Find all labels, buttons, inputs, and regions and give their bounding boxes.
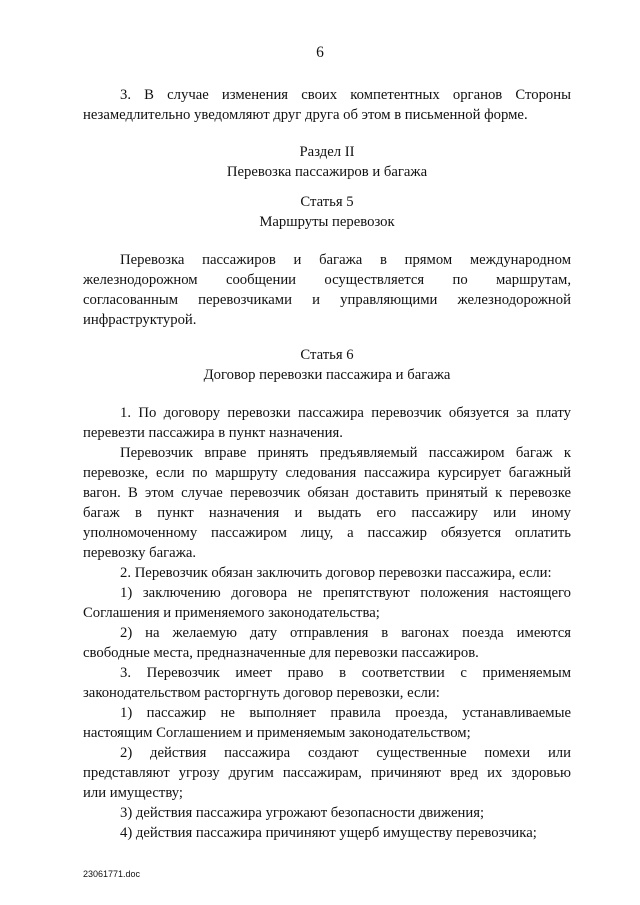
article-6-title: Договор перевозки пассажира и багажа (203, 367, 451, 383)
text-line: перевозке, если по маршруту следования пассажира курсирует багажный (83, 465, 571, 481)
text-line: свободные места, предназначенные для перевозки пассажиров. (83, 645, 479, 661)
article-5-label: Статья 5 (300, 194, 354, 210)
text-line: 2. Перевозчик обязан заключить договор перевозки пассажира, если: (120, 565, 552, 581)
text-line: Соглашения и применяемого законодательства; (83, 605, 380, 621)
text-line: перевезти пассажира в пункт назначения. (83, 425, 343, 441)
text-line: или имуществу; (83, 785, 184, 801)
article-6-heading (83, 345, 571, 385)
text-line: уполномоченному пассажиром лицу, а пассажир обязуется оплатить (83, 525, 571, 541)
text-line: 4) действия пассажира причиняют ущерб имуществу перевозчика; (120, 825, 537, 841)
clause-3-paragraph (83, 85, 571, 125)
page-number: 6 (316, 44, 324, 61)
article-5-paragraph (83, 250, 571, 330)
article-5-title: Маршруты перевозок (259, 214, 395, 230)
text-line: согласованным перевозчиками и управляющими железнодорожной (83, 292, 571, 308)
text-line: железнодорожном сообщении осуществляется по маршрутам, (83, 272, 571, 288)
text-line: незамедлительно уведомляют друг друга об этом в письменной форме. (83, 107, 528, 123)
text-line: законодательством расторгнуть договор перевозки, если: (83, 685, 440, 701)
section-heading (83, 142, 571, 182)
text-line: вагон. В этом случае перевозчик обязан доставить принятый к перевозке (83, 485, 571, 501)
section-title: Перевозка пассажиров и багажа (226, 164, 428, 180)
text-line: 1) заключению договора не препятствуют положения настоящего (120, 585, 571, 601)
text-line: 3. Перевозчик имеет право в соответствии с применяемым (120, 665, 571, 681)
text-line: 2) действия пассажира создают существенные помехи или (120, 745, 571, 761)
text-line: 1) пассажир не выполняет правила проезда, устанавливаемые (120, 705, 571, 721)
text-line: Перевозчик вправе принять предъявляемый пассажиром багаж к (120, 445, 571, 461)
text-line: 3. В случае изменения своих компетентных органов Стороны (120, 87, 571, 103)
article-6-body (83, 403, 571, 843)
article-6-label: Статья 6 (300, 347, 354, 363)
text-line: перевозку багажа. (83, 545, 197, 561)
text-line: 3) действия пассажира угрожают безопасности движения; (120, 805, 485, 821)
section-label: Раздел II (299, 144, 355, 160)
article-5-heading (83, 192, 571, 232)
text-line: Перевозка пассажиров и багажа в прямом международном (120, 252, 571, 268)
text-line: 2) на желаемую дату отправления в вагонах поезда имеются (120, 625, 571, 641)
text-line: инфраструктурой. (83, 312, 197, 328)
footer-filename: 23061771.doc (83, 869, 141, 879)
text-line: настоящим Соглашением и применяемым законодательством; (83, 725, 471, 741)
text-line: 1. По договору перевозки пассажира перевозчик обязуется за плату (120, 405, 571, 421)
text-line: представляют угрозу другим пассажирам, причиняют вред их здоровью (83, 765, 571, 781)
text-line: багаж в пункт назначения и выдать его пассажиру или иному (83, 505, 571, 521)
